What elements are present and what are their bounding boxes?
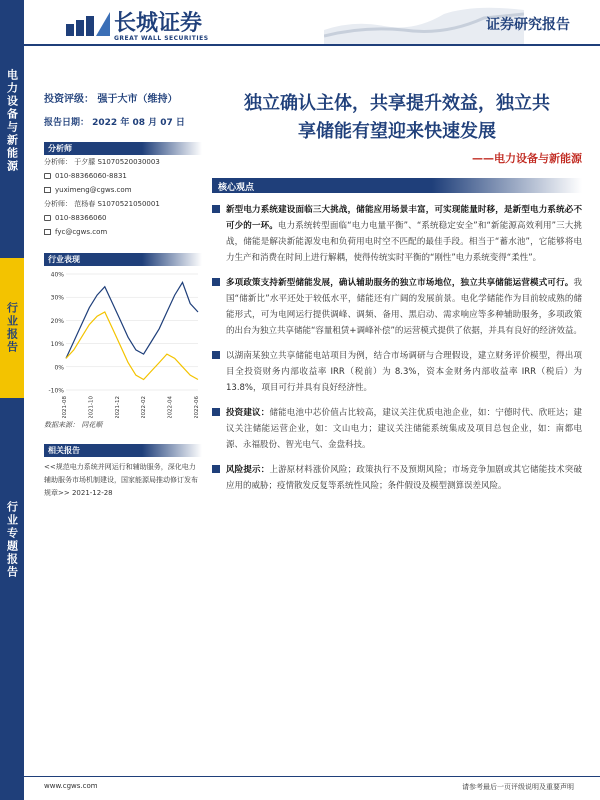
analyst-section-header: 分析师 [44,142,202,155]
bullet-icon [212,465,220,473]
page-header [24,0,600,46]
investment-rating: 投资评级： 强于大市（维持） [44,94,178,105]
point-body: 以湖南某独立共享储能电站项目为例，结合市场调研与合理假设，建立财务评价模型，得出项目全投资财务内部收益率 IRR（税前）为 8.3%，资本金财务内部收益率 IRR（税后）为 13.8%，项目可行并具有良好经济性。 [226,351,582,393]
title-line-1: 独立确认主体，共享提升效益，独立共 [244,93,550,114]
report-date: 报告日期： 2022 年 08 月 07 日 [44,118,185,128]
x-tick-label: 2022-04 [167,396,174,418]
point-item [212,462,582,494]
x-tick-label: 2022-06 [194,396,200,418]
chart-source: 数据来源： 同花顺 [44,421,103,429]
related-section-header: 相关报告 [44,444,202,457]
y-tick-label: 10% [50,341,64,349]
report-type-label: 证券研究报告 [486,17,570,33]
x-tick-label: 2022-02 [141,396,148,418]
sidebar-topic-label: 行业专题报告 [0,470,24,610]
point-lead: 风险提示： [226,465,270,475]
report-subtitle: ——电力设备与新能源 [472,152,582,165]
phone-icon [44,215,51,221]
y-tick-label: 0% [54,364,64,372]
footer-url[interactable]: www.cgws.com [44,782,98,790]
main-column [212,90,582,494]
y-tick-label: 30% [50,294,64,302]
company-logo [66,10,209,42]
phone-icon [44,173,51,179]
analyst-name: 分析师： 于夕朦 S1070520030003 [44,158,160,166]
analyst-email[interactable]: yuximeng@cgws.com [44,183,202,197]
analyst-phone: 010-88366060 [44,211,202,225]
logo-subtext: GREAT WALL SECURITIES [114,35,209,42]
point-body: 上游原材料涨价风险；政策执行不及预期风险；市场竞争加剧或其它储能技术突破应用的威胁；疫情散发反复等系统性风险；条件假设及模型测算误差风险。 [226,465,582,491]
industry-trend-chart [44,268,202,418]
mail-icon [44,187,51,193]
point-lead: 多项政策支持新型储能发展，确认辅助服务的独立市场地位，独立共享储能运营模式可行。 [226,278,574,288]
x-tick-label: 2021-08 [62,396,68,418]
point-body: 电力系统转型面临“电力电量平衡”、“系统稳定安全”和“新能源高效利用”三大挑战，储能是解决新能源发电和负荷用电时空不匹配的最佳手段。相当于“蓄水池”，它能够将电力生产和消费在时间上进行解耦，使得传统实时平衡的“刚性”电力系统变得“柔性”。 [226,221,582,263]
bullet-icon [212,205,220,213]
y-tick-label: 40% [50,271,64,279]
point-lead: 新型电力系统建设面临三大挑战，储能应用场景丰富，可实现能量时移，是新型电力系统必不可少的一环。 [226,205,582,231]
bullet-icon [212,278,220,286]
core-points-header: 核心观点 [212,178,582,193]
point-item [212,275,582,339]
logo-text: 长城证券 [114,10,203,36]
point-item [212,202,582,266]
x-tick-label: 2021-12 [114,396,121,418]
point-body: 储能电池中芯价值占比较高，建议关注优质电池企业，如：宁德时代、欣旺达；建议关注储能运营企业，如：文山电力；建议关注储能系统集成及项目总包企业，如：南都电源、永福股份、智光电气、金盘科技。 [226,408,582,450]
mail-icon [44,229,51,235]
point-body: 我国“储新比”水平还处于较低水平，储能还有广阔的发展前景。电化学储能作为目前较成熟的储能形式，可为电网运行提供调峰、调频、备用、黑启动、需求响应等多种辅助服务，多项政策的出台为独立共享储能“容量租赁+调峰补偿”的运营模式提供了依据，并具有良好的经济效益。 [226,278,582,336]
logo-icon [66,10,110,36]
analyst-list [44,155,202,239]
y-tick-label: 20% [50,317,64,325]
trend-section-header: 行业表现 [44,253,202,266]
sidebar-industry-label: 电力设备与新能源 [0,46,24,196]
footer-divider [24,776,600,777]
x-tick-label: 2021-10 [88,396,95,418]
analyst-phone: 010-88366060-8831 [44,169,202,183]
y-tick-label: -10% [48,387,64,395]
report-title [212,90,582,146]
sidebar-report-label: 行业报告 [0,258,24,398]
left-column [44,90,202,500]
title-line-2: 享储能有望迎来快速发展 [298,121,496,142]
point-item [212,405,582,453]
point-lead: 投资建议： [226,408,270,418]
series-line-1 [66,312,198,380]
footer-disclaimer: 请参考最后一页评级说明及重要声明 [462,783,574,791]
trend-chart-svg [44,268,202,418]
bullet-icon [212,351,220,359]
analyst-email[interactable]: fyc@cgws.com [44,225,202,239]
bullet-icon [212,408,220,416]
analyst-name: 分析师： 范杨春 S1070521050001 [44,200,160,208]
point-item [212,348,582,396]
related-report-link[interactable]: <<规范电力系统并网运行和辅助服务，深化电力辅助服务市场机制建设，国家能源局推动修订发布规章>> 2021-12-28 [44,463,198,497]
